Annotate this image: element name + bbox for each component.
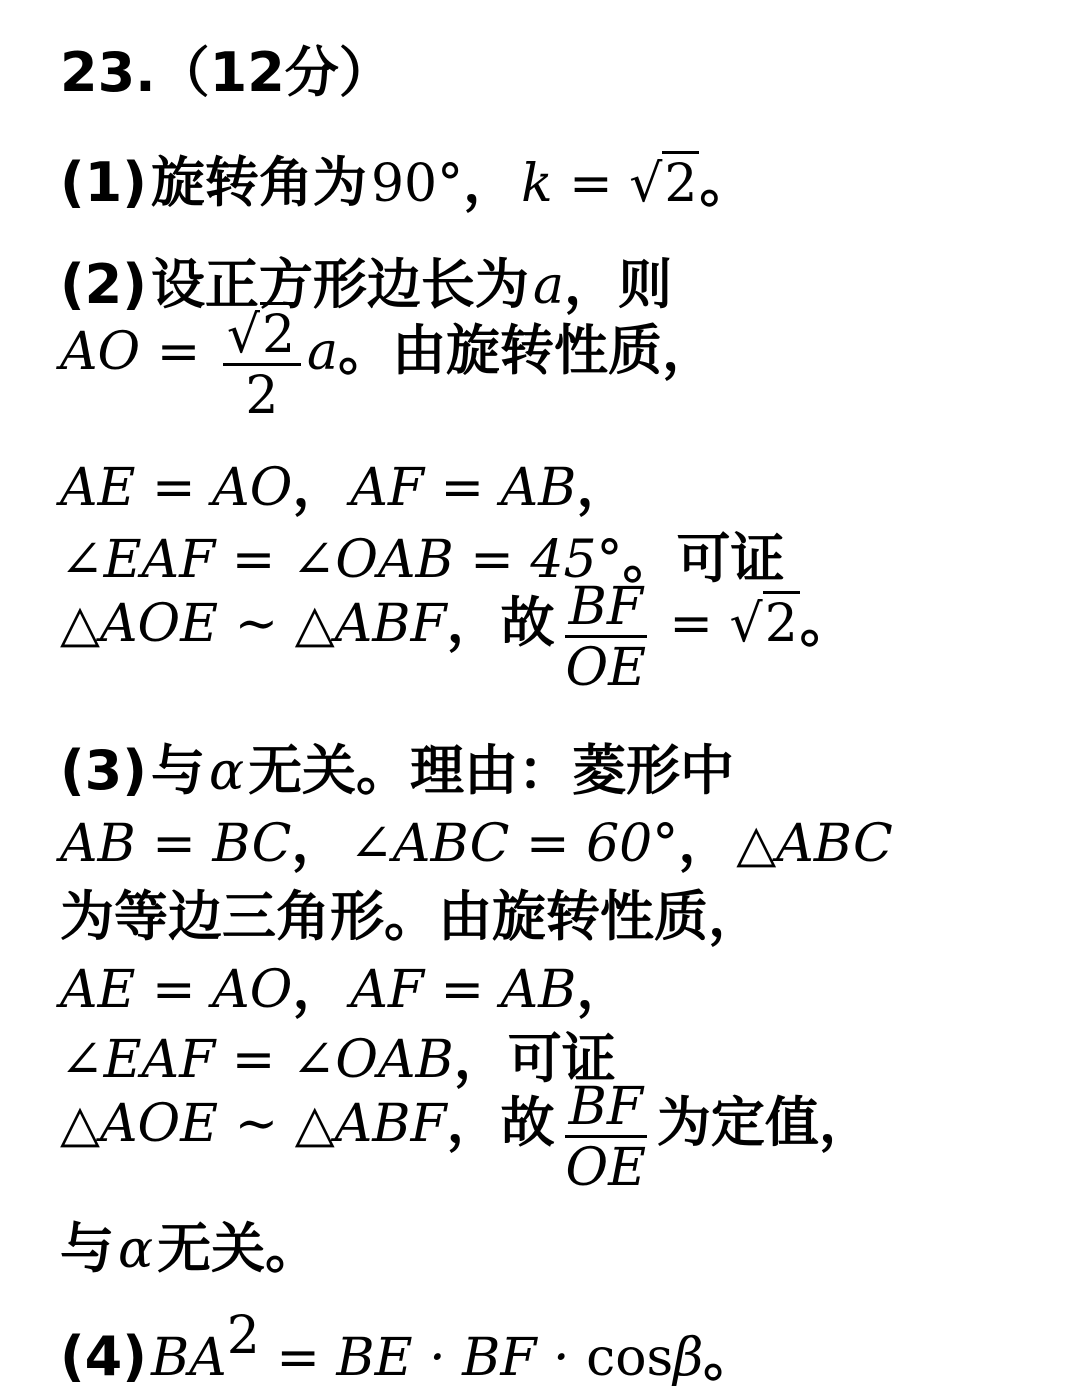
fraction-numerator: BF	[565, 1081, 647, 1138]
part2-text2: 。由旋转性质，	[338, 319, 717, 382]
part3-text1: 与	[150, 739, 205, 802]
part2-similar: △AOE ∼ △ABF	[60, 594, 447, 654]
part1-label: (1)	[60, 151, 147, 214]
part3-alpha: α	[208, 742, 245, 802]
sep: ，	[576, 957, 631, 1020]
fraction-denominator: OE	[565, 637, 647, 698]
part3-similar: △AOE ∼ △ABF	[60, 1094, 447, 1154]
part3-ab-bc: AB = BC	[60, 814, 292, 874]
part2-line3	[60, 444, 630, 521]
part2-text1-end: ，则	[563, 253, 672, 316]
part2-sqrt2	[730, 594, 800, 654]
problem-heading	[60, 30, 393, 107]
part2-line5	[60, 576, 854, 698]
part2-text1: 设正方形边长为	[150, 253, 529, 316]
sep: ，	[291, 811, 346, 874]
part2-ao-eq: AO =	[60, 322, 217, 382]
part1-k-eq: k =	[521, 154, 630, 214]
part2-var-a: a	[532, 256, 564, 316]
sqrt-radicand: 2	[662, 151, 699, 214]
sep: ，	[292, 957, 347, 1020]
part3-equilateral-text: 为等边三角形。由旋转性质，	[60, 885, 762, 948]
part2-line4-end: 。可证	[622, 527, 785, 590]
part1-line	[60, 140, 753, 217]
sqrt-radicand: 2	[763, 591, 800, 654]
fraction-denominator: 2	[245, 365, 279, 426]
equals: =	[652, 594, 730, 654]
part3-line6-end: 为定值，	[656, 1091, 873, 1154]
part4-cos: cos	[586, 1328, 674, 1388]
part2-ae-ao: AE = AO	[60, 458, 293, 518]
part3-line7b: 无关。	[157, 1217, 320, 1280]
part4-beta: β	[673, 1328, 704, 1388]
part3-ae-ao: AE = AO	[60, 960, 293, 1020]
part3-label: (3)	[60, 739, 147, 802]
part1-end: 。	[699, 151, 754, 214]
fraction-numerator	[223, 304, 301, 366]
part2-line2	[60, 304, 717, 426]
part2-end: 。	[799, 591, 854, 654]
fraction-denominator: OE	[565, 1137, 647, 1198]
sqrt-radicand: 2	[260, 302, 297, 365]
fraction-numerator: BF	[565, 581, 647, 638]
part4-end: 。	[703, 1325, 758, 1388]
sqrt-symbol: √	[226, 304, 260, 365]
part3-gu: ，故	[446, 1091, 555, 1154]
part3-line7	[60, 1206, 319, 1283]
part4-label: (4)	[60, 1325, 147, 1388]
part4-rhs: = BE · BF ·	[259, 1328, 587, 1388]
part3-af-ab: AF = AB	[350, 960, 577, 1020]
part1-comma: ，	[463, 151, 518, 214]
part1-sqrt	[629, 154, 699, 214]
part2-af-ab: AF = AB	[350, 458, 577, 518]
part1-angle: 90°	[370, 154, 464, 214]
sep: ，	[576, 455, 631, 518]
part4-exponent: 2	[226, 1306, 260, 1366]
part2-fraction	[223, 304, 301, 426]
part3-line7a: 与	[60, 1217, 114, 1280]
part3-line3	[60, 874, 762, 951]
part1-text: 旋转角为	[150, 151, 367, 214]
sep: ，	[292, 455, 347, 518]
part2-gu: ，故	[446, 591, 555, 654]
part4-line	[60, 1306, 757, 1391]
part2-ratio-fraction	[565, 576, 647, 698]
part3-line6	[60, 1076, 873, 1198]
part3-triangle-abc: △ABC	[736, 814, 893, 874]
sep: ，	[678, 811, 733, 874]
part2-label: (2)	[60, 253, 147, 316]
part3-text1b: 无关。理由：菱形中	[248, 739, 735, 802]
part2-angle-eq: ∠EAF = ∠OAB = 45°	[60, 530, 623, 590]
part3-line5-end: ，可证	[453, 1027, 616, 1090]
sqrt-symbol: √	[729, 594, 763, 654]
part2-var-a2: a	[307, 322, 339, 382]
part3-angle-abc: ∠ABC = 60°	[349, 814, 679, 874]
part4-lhs: BA	[150, 1328, 227, 1388]
part3-line4	[60, 946, 630, 1023]
part3-line2	[60, 800, 893, 877]
sqrt-symbol: √	[629, 154, 663, 214]
part3-ratio-fraction	[565, 1076, 647, 1198]
part3-angle-eq: ∠EAF = ∠OAB	[60, 1030, 454, 1090]
part3-alpha2: α	[118, 1220, 154, 1280]
heading-text: 23.（12分）	[60, 41, 393, 104]
part3-line1	[60, 728, 734, 805]
